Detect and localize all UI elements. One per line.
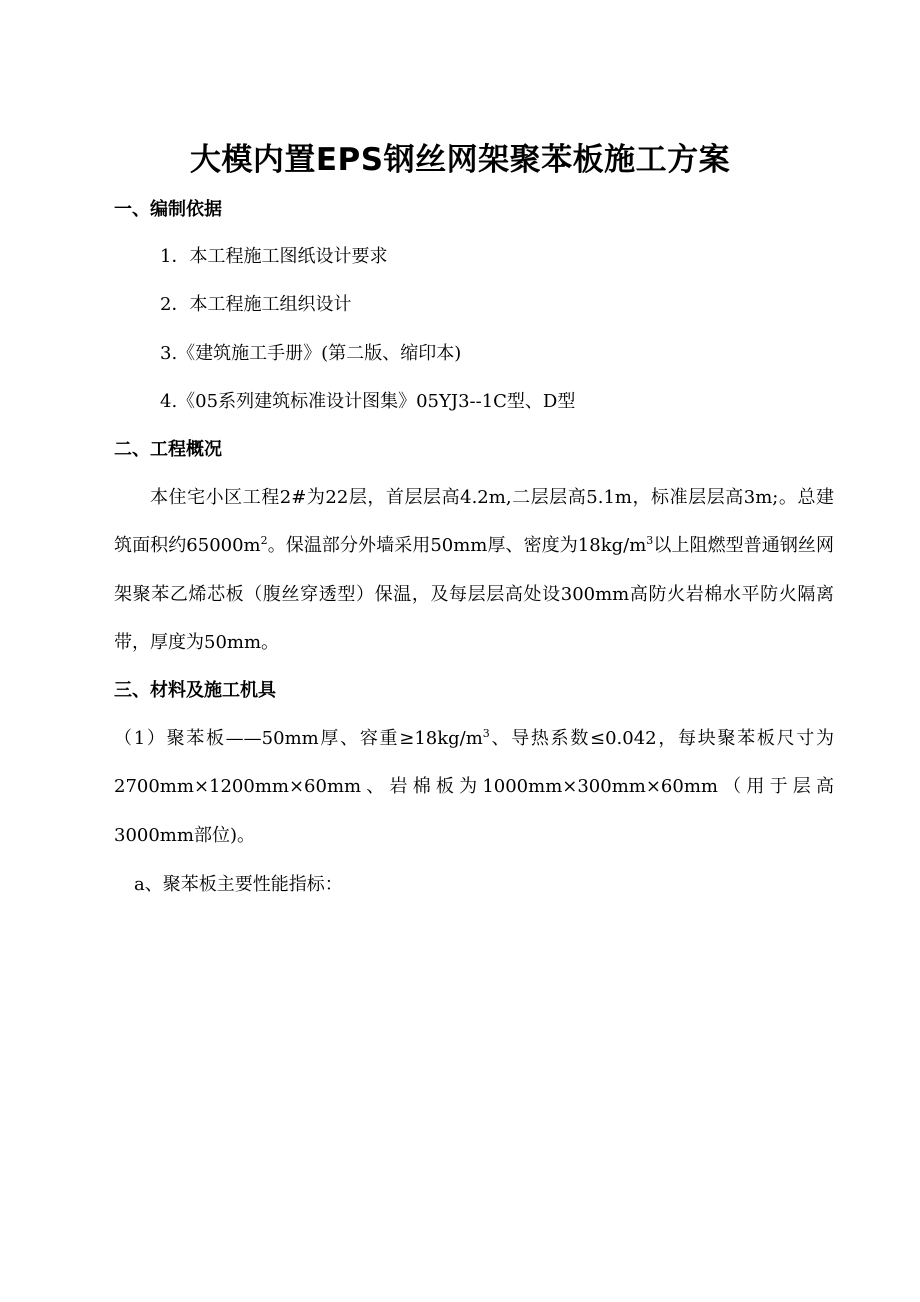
- basis-item-3: 3.《建筑施工手册》(第二版、缩印本): [160, 343, 462, 364]
- page-title: 大模内置EPS钢丝网架聚苯板施工方案: [189, 142, 731, 178]
- overview-text-b: 。保温部分外墙采用50mm厚、密度为18kg/m: [267, 535, 647, 557]
- materials-text-a: （1）聚苯板——50mm厚、容重≥18kg/m: [114, 728, 483, 749]
- materials-paragraph: [114, 715, 834, 860]
- section-heading-overview: 二、工程概况: [114, 439, 222, 460]
- overview-text-a: 本住宅小区工程2#为22层，首层层高4.2m,二层层高5.1m，标准层层高3m;。总建筑面积约65000m: [114, 487, 834, 557]
- materials-text-b: 、导热系数≤0.042，每块聚苯板尺寸为2700mm×1200mm×60mm、岩棉板为1000mm×300mm×60mm（用于层高3000mm部位)。: [114, 728, 834, 846]
- materials-sub-item-a: a、聚苯板主要性能指标：: [134, 874, 343, 895]
- basis-item-1: 1．本工程施工图纸设计要求: [160, 246, 388, 267]
- overview-paragraph: [114, 474, 834, 667]
- materials-sup-a: 3: [482, 727, 490, 740]
- section-heading-basis: 一、编制依据: [114, 199, 222, 220]
- overview-sup-a: 2: [260, 534, 268, 548]
- basis-item-2: 2．本工程施工组织设计: [160, 294, 352, 315]
- section-heading-materials: 三、材料及施工机具: [114, 680, 276, 701]
- basis-item-4: 4.《05系列建筑标准设计图集》05YJ3--1C型、D型: [160, 391, 576, 412]
- overview-text-c: 以上阻燃型普通钢丝网架聚苯乙烯芯板（腹丝穿透型）保温，及每层层高处设300mm高防火岩棉水平防火隔离带，厚度为50mm。: [114, 535, 834, 653]
- overview-sup-b: 3: [646, 534, 654, 548]
